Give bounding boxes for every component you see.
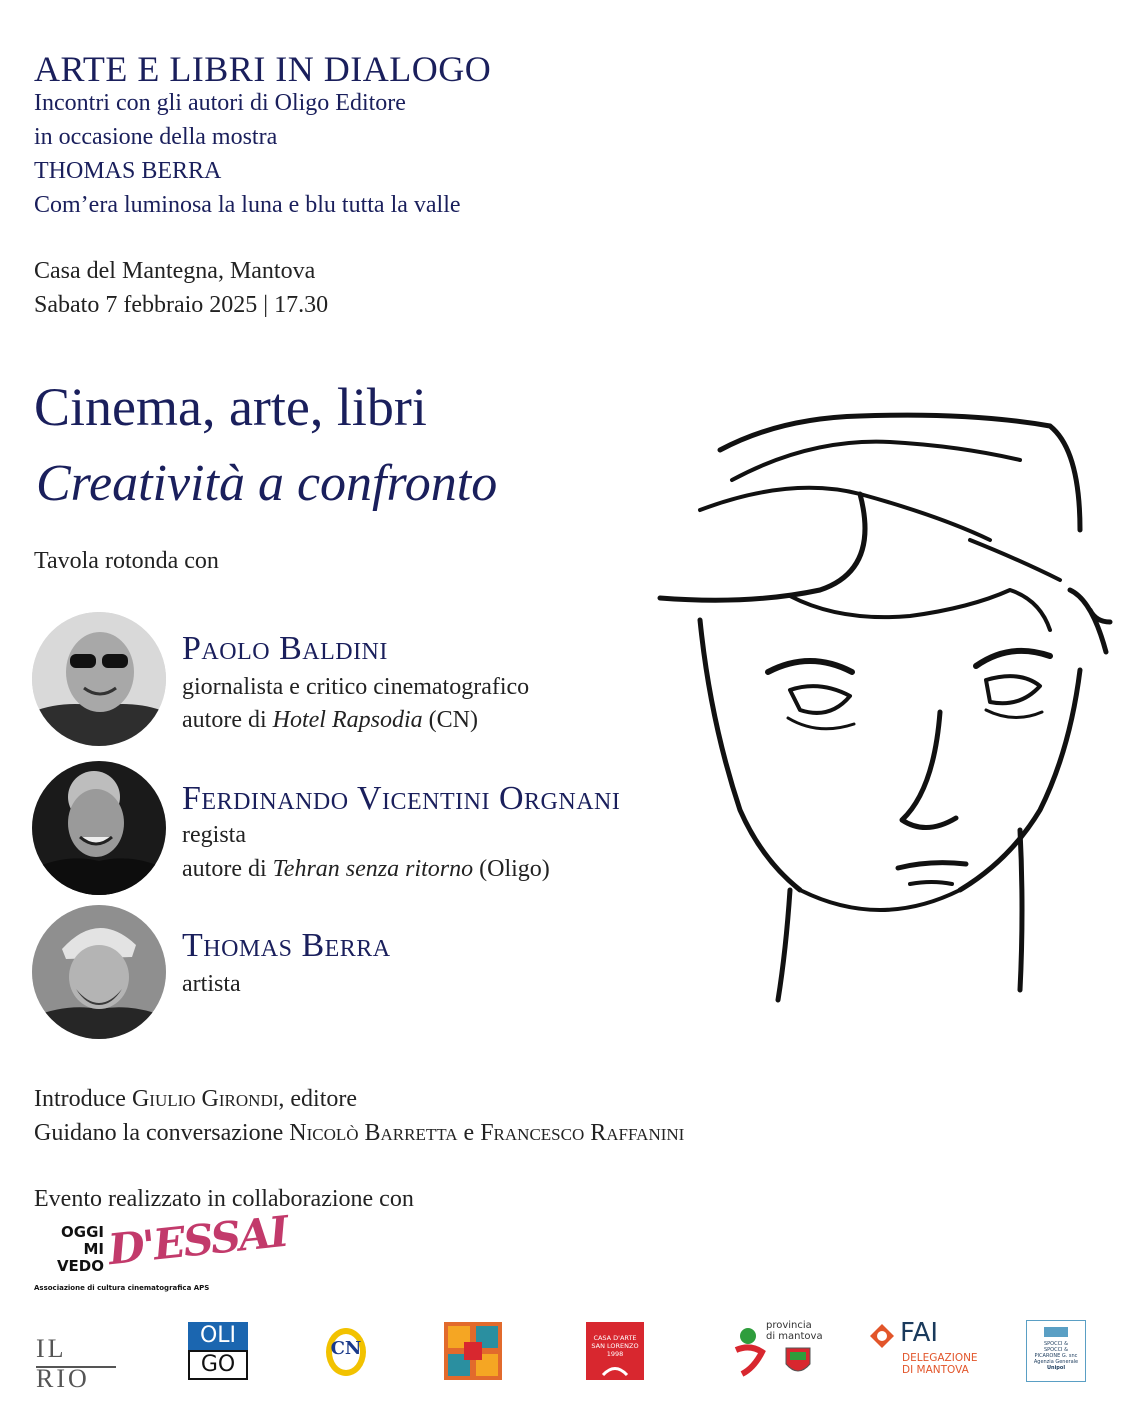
avatar-speaker-1 bbox=[32, 612, 166, 746]
speaker-2-name: Ferdinando Vicentini Orgnani bbox=[182, 780, 621, 817]
event-subtitle: Creatività a confronto bbox=[36, 455, 498, 512]
guide-and: e bbox=[457, 1120, 481, 1146]
provincia-logo bbox=[732, 1320, 823, 1380]
mosaic-logo bbox=[444, 1322, 502, 1380]
logo-line-mi: MI bbox=[83, 1240, 104, 1258]
speaker-1-book bbox=[182, 707, 478, 734]
casa-arte-line2: SAN LORENZO bbox=[591, 1342, 639, 1350]
exhibition-intro: in occasione della mostra bbox=[34, 124, 278, 150]
intro-name: Giulio Girondi bbox=[131, 1086, 279, 1112]
guide-prefix: Guidano la conversazione bbox=[34, 1120, 290, 1146]
badge-line1: SPOCCI & bbox=[1043, 1341, 1069, 1347]
speaker-1-book-prefix: autore di bbox=[182, 707, 273, 733]
agency-badge-logo bbox=[1026, 1320, 1086, 1382]
venue-place: Casa del Mantegna, Mantova bbox=[34, 258, 316, 284]
speaker-1-book-title: Hotel Rapsodia bbox=[272, 707, 423, 733]
casa-arte-line3: 1998 bbox=[606, 1350, 624, 1358]
speaker-3-name: Thomas Berra bbox=[182, 927, 391, 964]
logo-tagline: Associazione di cultura cinematografica APS bbox=[34, 1284, 210, 1292]
oggi-mi-vedo-logo bbox=[34, 1206, 290, 1306]
fai-logo bbox=[868, 1318, 988, 1378]
logo-dessai-script: D'ESSAI bbox=[105, 1206, 290, 1275]
ilrio-logo bbox=[36, 1334, 116, 1393]
cn-logo bbox=[322, 1322, 370, 1380]
avatar-speaker-3 bbox=[32, 905, 166, 1039]
casa-arte-logo bbox=[586, 1322, 644, 1380]
intro-suffix: , editore bbox=[278, 1086, 358, 1112]
guide-name-2: Francesco Raffanini bbox=[480, 1120, 685, 1146]
badge-line2: SPOCCI & bbox=[1043, 1347, 1069, 1353]
oligo-top: OLI bbox=[188, 1322, 248, 1350]
collaboration-label: Evento realizzato in collaborazione con bbox=[34, 1186, 414, 1212]
fai-line1: DELEGAZIONE bbox=[902, 1352, 978, 1364]
introducer-line bbox=[34, 1086, 357, 1113]
fai-line2: DI MANTOVA bbox=[902, 1364, 969, 1376]
casa-arte-line1: CASA D'ARTE bbox=[593, 1334, 637, 1342]
speaker-2-book-title: Tehran senza ritorno bbox=[272, 856, 474, 882]
logo-line-vedo: VEDO bbox=[56, 1257, 104, 1275]
avatar-speaker-2 bbox=[32, 761, 166, 895]
exhibition-artist: THOMAS BERRA bbox=[34, 158, 222, 184]
guide-name-1: Nicolò Barretta bbox=[289, 1120, 458, 1146]
intro-prefix: Introduce bbox=[34, 1086, 132, 1112]
badge-line5: Unipol bbox=[1046, 1365, 1066, 1371]
series-subtitle: Incontri con gli autori di Oligo Editore bbox=[34, 90, 406, 116]
event-title: Cinema, arte, libri bbox=[34, 377, 427, 437]
provincia-line2: di mantova bbox=[766, 1331, 823, 1342]
logo-line-oggi: OGGI bbox=[61, 1223, 104, 1241]
speaker-1-role: giornalista e critico cinematografico bbox=[182, 674, 530, 700]
speaker-2-role: regista bbox=[182, 822, 246, 848]
roundtable-label: Tavola rotonda con bbox=[34, 548, 219, 574]
ilrio-text: IL RIO bbox=[36, 1334, 90, 1393]
badge-line3: PICARONE G. snc bbox=[1034, 1353, 1078, 1359]
fai-text: FAI bbox=[900, 1318, 939, 1348]
moderators-line bbox=[34, 1120, 684, 1147]
speaker-2-book bbox=[182, 856, 550, 883]
exhibition-title: Com’era luminosa la luna e blu tutta la valle bbox=[34, 192, 461, 218]
face-illustration bbox=[640, 390, 1120, 1010]
cn-text: CN bbox=[330, 1338, 362, 1359]
oligo-bottom: GO bbox=[188, 1350, 248, 1380]
badge-line4: Agenzia Generale bbox=[1033, 1359, 1079, 1365]
provincia-line1: provincia bbox=[766, 1320, 812, 1331]
speaker-1-book-suffix: (CN) bbox=[422, 707, 478, 733]
speaker-3-role: artista bbox=[182, 971, 241, 997]
speaker-2-book-suffix: (Oligo) bbox=[473, 856, 550, 882]
series-title: ARTE E LIBRI IN DIALOGO bbox=[34, 49, 492, 89]
speaker-2-book-prefix: autore di bbox=[182, 856, 273, 882]
speaker-1-name: Paolo Baldini bbox=[182, 630, 388, 667]
oligo-logo bbox=[188, 1322, 248, 1380]
venue-datetime: Sabato 7 febbraio 2025 | 17.30 bbox=[34, 292, 329, 318]
